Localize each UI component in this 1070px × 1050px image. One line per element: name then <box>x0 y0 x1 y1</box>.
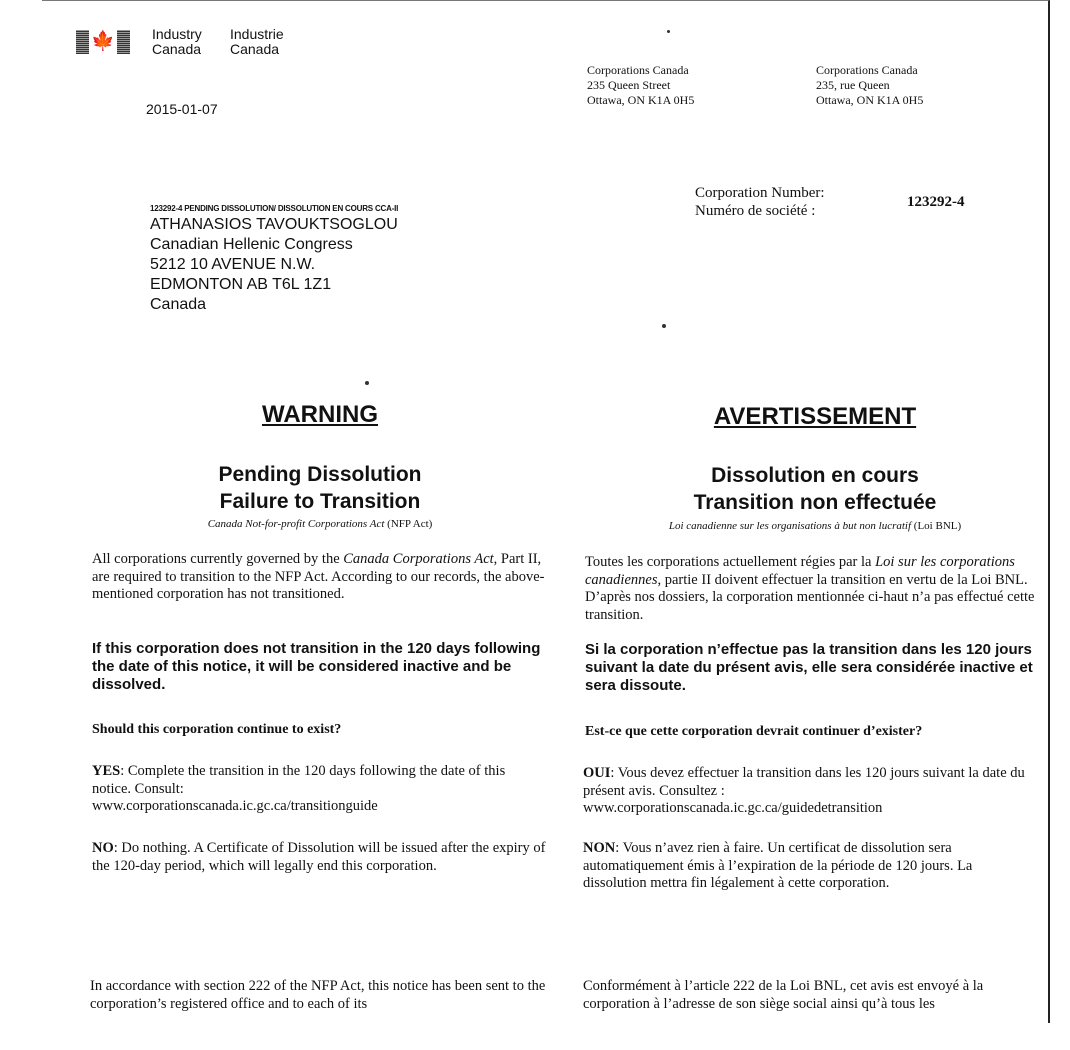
dept-name-en: Industry Canada <box>152 26 202 57</box>
en-subheading: Pending Dissolution Failure to Transition <box>218 463 422 513</box>
en-no-option: NO: Do nothing. A Certificate of Dissolution will be issued after the expiry of the 120-day period, which will legally end this corporation. <box>92 840 546 874</box>
recipient-address: ATHANASIOS TAVOUKTSOGLOU Canadian Hellenic Congress 5212 10 AVENUE N.W. EDMONTON AB T6L 1Z1 Canada <box>150 216 398 313</box>
corporation-number-label: Corporation Number: Numéro de société : <box>695 185 825 219</box>
en-footer-paragraph: In accordance with section 222 of the NFP Act, this notice has been sent to the corporation’s registered office and to each of its <box>90 978 546 1012</box>
fr-dissolution-notice: Si la corporation n’effectue pas la transition dans les 120 jours suivant la date du présent avis, elle sera considérée inactive et sera dissoute. <box>585 641 1033 694</box>
notice-date: 2015-01-07 <box>146 101 218 117</box>
guide-de-transition-url[interactable]: www.corporationscanada.ic.gc.ca/guidedetransition <box>583 800 883 816</box>
fr-footer-paragraph: Conformément à l’article 222 de la Loi BNL, cet avis est envoyé à la corporation à l’adresse de son siège social ainsi qu’à tous les <box>583 978 984 1012</box>
en-act-name: Canada Not-for-profit Corporations Act (NFP Act) <box>207 518 433 530</box>
maple-leaf-icon: 🍁 <box>91 31 115 52</box>
transition-guide-url[interactable]: www.corporationscanada.ic.gc.ca/transitionguide <box>92 798 378 814</box>
dept-name-fr: Industrie Canada <box>230 26 284 57</box>
fr-subheading: Dissolution en cours Transition non effectuée <box>693 464 937 514</box>
corporation-number: 123292-4 <box>907 194 965 210</box>
scan-speck <box>365 381 369 385</box>
address-en: Corporations Canada 235 Queen Street Ottawa, ON K1A 0H5 <box>587 63 695 107</box>
en-dissolution-notice: If this corporation does not transition in the 120 days following the date of this notice, it will be considered inactive and be dissolved. <box>92 640 541 693</box>
fr-intro-paragraph: Toutes les corporations actuellement régies par la Loi sur les corporations canadiennes, partie II doivent effectuer la transition en vertu de la Loi BNL. D’après nos dossiers, la corporation mentionnée ci-haut n’a pas effectué cette transition. <box>585 554 1035 623</box>
fr-act-name: Loi canadienne sur les organisations à but non lucratif (Loi BNL) <box>668 520 962 532</box>
scan-speck <box>662 324 666 328</box>
en-intro-paragraph: All corporations currently governed by the Canada Corporations Act, Part II, are required to transition to the NFP Act. According to our records, the above-mentioned corporation has not transitioned. <box>92 551 545 602</box>
fr-no-option: NON: Vous n’avez rien à faire. Un certificat de dissolution sera automatiquement émis à l’expiration de la période de 120 jours. La dissolution mettra fin légalement à cette corporation. <box>583 840 973 891</box>
en-yes-option: YES: Complete the transition in the 120 days following the date of this notice. Consult: www.corporationscanada.ic.gc.ca/transitionguide <box>92 763 506 814</box>
scan-speck <box>667 30 670 33</box>
fr-question: Est-ce que cette corporation devrait continuer d’exister? <box>585 724 923 739</box>
en-question: Should this corporation continue to exist? <box>92 722 342 737</box>
avertissement-heading: AVERTISSEMENT <box>713 403 917 430</box>
address-fr: Corporations Canada 235, rue Queen Ottawa, ON K1A 0H5 <box>816 63 924 107</box>
fr-yes-option: OUI: Vous devez effectuer la transition dans les 120 jours suivant la date du présent avis. Consultez : www.corporationscanada.ic.gc.ca/guidedetransition <box>583 765 1025 816</box>
reference-line: 123292-4 PENDING DISSOLUTION/ DISSOLUTION EN COURS CCA-II <box>150 204 399 213</box>
warning-heading: WARNING <box>262 401 378 428</box>
canada-flag-icon <box>76 30 130 54</box>
